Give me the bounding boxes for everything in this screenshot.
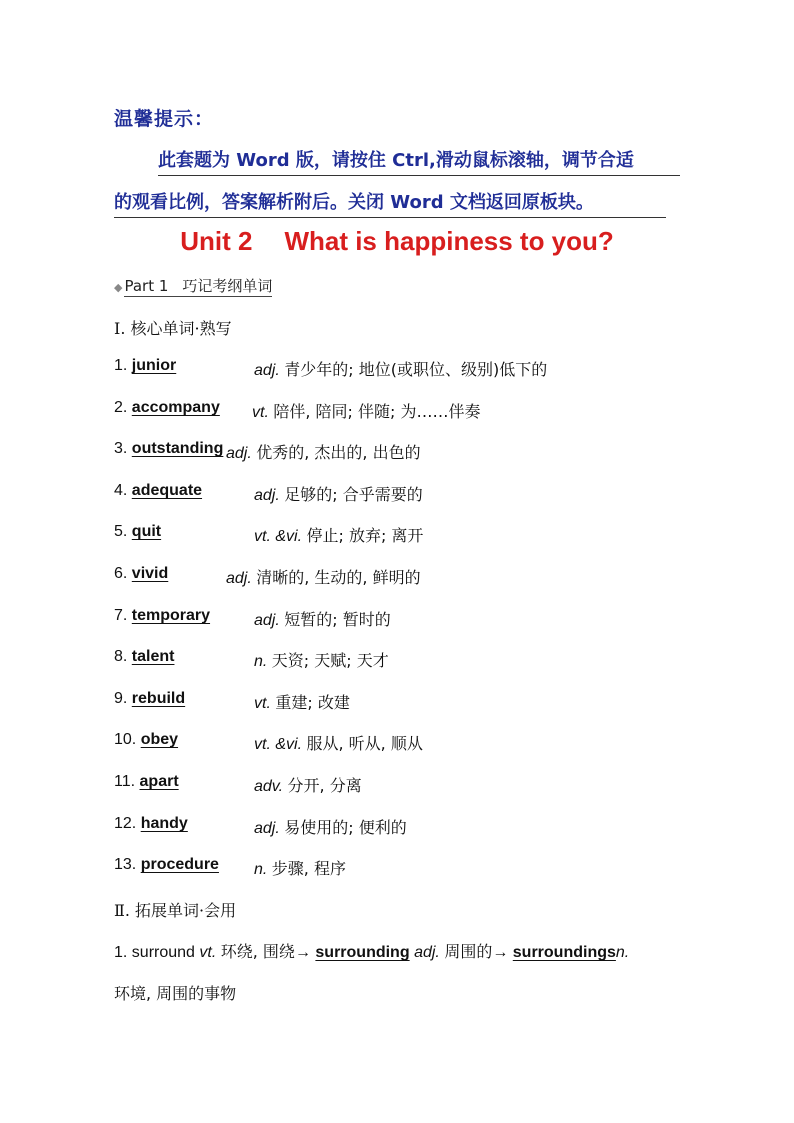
vocab-number: 10. xyxy=(114,731,137,748)
extension-item-line-1 xyxy=(114,939,629,962)
vocab-number: 9. xyxy=(114,690,128,707)
extension-form1-meaning: 周围的 xyxy=(444,942,493,961)
vocab-meaning: 易使用的; 便利的 xyxy=(284,818,407,837)
vocab-part-of-speech: adv. xyxy=(254,778,284,795)
tip-label: 温馨提示： xyxy=(114,108,215,130)
vocab-meaning: 优秀的, 杰出的, 出色的 xyxy=(256,443,421,462)
vocab-meaning: 青少年的; 地位(或职位、级别)低下的 xyxy=(284,360,548,379)
vocab-row xyxy=(114,856,346,880)
extension-base-pos: vt. xyxy=(199,944,217,961)
vocab-meaning: 短暂的; 暂时的 xyxy=(284,610,391,629)
vocab-number: 12. xyxy=(114,815,137,832)
vocab-part-of-speech: vt. &vi. xyxy=(254,528,303,545)
extension-form2-pos: n. xyxy=(615,944,630,961)
vocab-word: quit xyxy=(131,523,162,540)
vocab-row xyxy=(114,607,391,631)
vocab-part-of-speech: adj. xyxy=(254,820,280,837)
part-label-group xyxy=(124,277,272,297)
unit-question: What is happiness to you? xyxy=(284,226,614,256)
vocab-number: 13. xyxy=(114,856,137,873)
arrow-icon: → xyxy=(294,944,311,961)
vocab-meaning: 清晰的, 生动的, 鲜明的 xyxy=(256,568,421,587)
vocab-row xyxy=(114,440,421,464)
part-heading xyxy=(114,275,272,296)
vocab-part-of-speech: adj. xyxy=(254,612,280,629)
vocab-part-of-speech: n. xyxy=(254,653,268,670)
section-heading-core-words: Ⅰ. 核心单词·熟写 xyxy=(114,319,232,338)
vocab-number: 8. xyxy=(114,648,128,665)
vocab-word: outstanding xyxy=(131,440,224,457)
extension-form1-word: surrounding xyxy=(315,944,410,961)
vocab-word: rebuild xyxy=(131,690,186,707)
vocab-definition xyxy=(254,773,362,796)
part-label: Part 1 xyxy=(124,277,169,295)
vocab-word: obey xyxy=(140,731,179,748)
vocab-row xyxy=(114,399,481,423)
vocab-part-of-speech: n. xyxy=(254,861,268,878)
vocab-row xyxy=(114,482,423,506)
extension-base-word: surround xyxy=(131,944,195,961)
vocab-word: vivid xyxy=(131,565,169,582)
vocab-number: 11. xyxy=(114,773,136,790)
vocab-row xyxy=(114,815,407,839)
extension-base-meaning: 环绕, 围绕 xyxy=(220,942,295,961)
vocab-word: junior xyxy=(131,357,177,374)
vocab-row xyxy=(114,648,389,672)
vocab-number: 3. xyxy=(114,440,128,457)
vocab-definition xyxy=(254,523,423,546)
vocab-part-of-speech: adj. xyxy=(226,445,252,462)
vocab-meaning: 天资; 天赋; 天才 xyxy=(271,651,389,670)
vocab-word: temporary xyxy=(131,607,211,624)
vocab-part-of-speech: adj. xyxy=(254,487,280,504)
vocab-definition xyxy=(254,648,389,671)
diamond-bullet-icon: ◆ xyxy=(114,281,123,294)
vocab-part-of-speech: vt. &vi. xyxy=(254,736,303,753)
vocab-word: adequate xyxy=(131,482,203,499)
vocab-word: handy xyxy=(140,815,188,832)
vocab-word: talent xyxy=(131,648,175,665)
tip-line-1: 此套题为 Word 版，请按住 Ctrl,滑动鼠标滚轴，调节合适 xyxy=(158,146,680,176)
vocab-row xyxy=(114,731,423,755)
tip-line-2: 的观看比例，答案解析附后。关闭 Word 文档返回原板块。 xyxy=(114,188,666,218)
vocab-meaning: 停止; 放弃; 离开 xyxy=(306,526,424,545)
unit-title xyxy=(0,226,794,257)
vocab-word: procedure xyxy=(140,856,219,873)
vocab-part-of-speech: adj. xyxy=(254,362,280,379)
part-name: 巧记考纲单词 xyxy=(182,277,273,295)
vocab-number: 6. xyxy=(114,565,128,582)
vocab-row xyxy=(114,773,362,797)
vocab-definition xyxy=(254,482,423,505)
vocab-word: apart xyxy=(139,773,179,790)
extension-num: 1. xyxy=(114,944,128,961)
unit-number: Unit 2 xyxy=(180,226,253,256)
vocab-word: accompany xyxy=(131,399,220,416)
vocab-number: 5. xyxy=(114,523,128,540)
extension-form2-word: surroundings xyxy=(512,944,616,961)
vocab-definition xyxy=(254,856,346,879)
vocab-row xyxy=(114,690,350,714)
vocab-part-of-speech: vt. xyxy=(254,695,271,712)
vocab-meaning: 重建; 改建 xyxy=(275,693,350,712)
extension-form1-pos: adj. xyxy=(414,944,440,961)
vocab-definition xyxy=(254,731,423,754)
vocab-row xyxy=(114,357,548,381)
vocab-row xyxy=(114,565,421,589)
vocab-definition xyxy=(254,690,350,713)
vocab-number: 1. xyxy=(114,357,128,374)
vocab-definition xyxy=(252,399,480,422)
vocab-number: 2. xyxy=(114,399,128,416)
vocab-meaning: 足够的; 合乎需要的 xyxy=(284,485,423,504)
section-heading-extended-words: Ⅱ. 拓展单词·会用 xyxy=(114,901,237,920)
vocab-meaning: 陪伴, 陪同; 伴随; 为……伴奏 xyxy=(273,402,481,421)
vocab-meaning: 步骤, 程序 xyxy=(271,859,346,878)
vocab-part-of-speech: vt. xyxy=(252,404,269,421)
vocab-definition xyxy=(226,565,421,588)
vocab-number: 7. xyxy=(114,607,128,624)
vocab-definition xyxy=(226,440,421,463)
vocab-definition xyxy=(254,607,391,630)
vocab-part-of-speech: adj. xyxy=(226,570,252,587)
vocab-definition xyxy=(254,357,547,380)
extension-item-line-2 xyxy=(114,981,236,1004)
extension-form2-meaning: 环境, 周围的事物 xyxy=(114,984,237,1003)
vocab-number: 4. xyxy=(114,482,128,499)
vocab-definition xyxy=(254,815,407,838)
vocab-row xyxy=(114,523,424,547)
arrow-icon: → xyxy=(492,944,509,961)
vocab-meaning: 分开, 分离 xyxy=(287,776,362,795)
vocab-meaning: 服从, 听从, 顺从 xyxy=(306,734,423,753)
